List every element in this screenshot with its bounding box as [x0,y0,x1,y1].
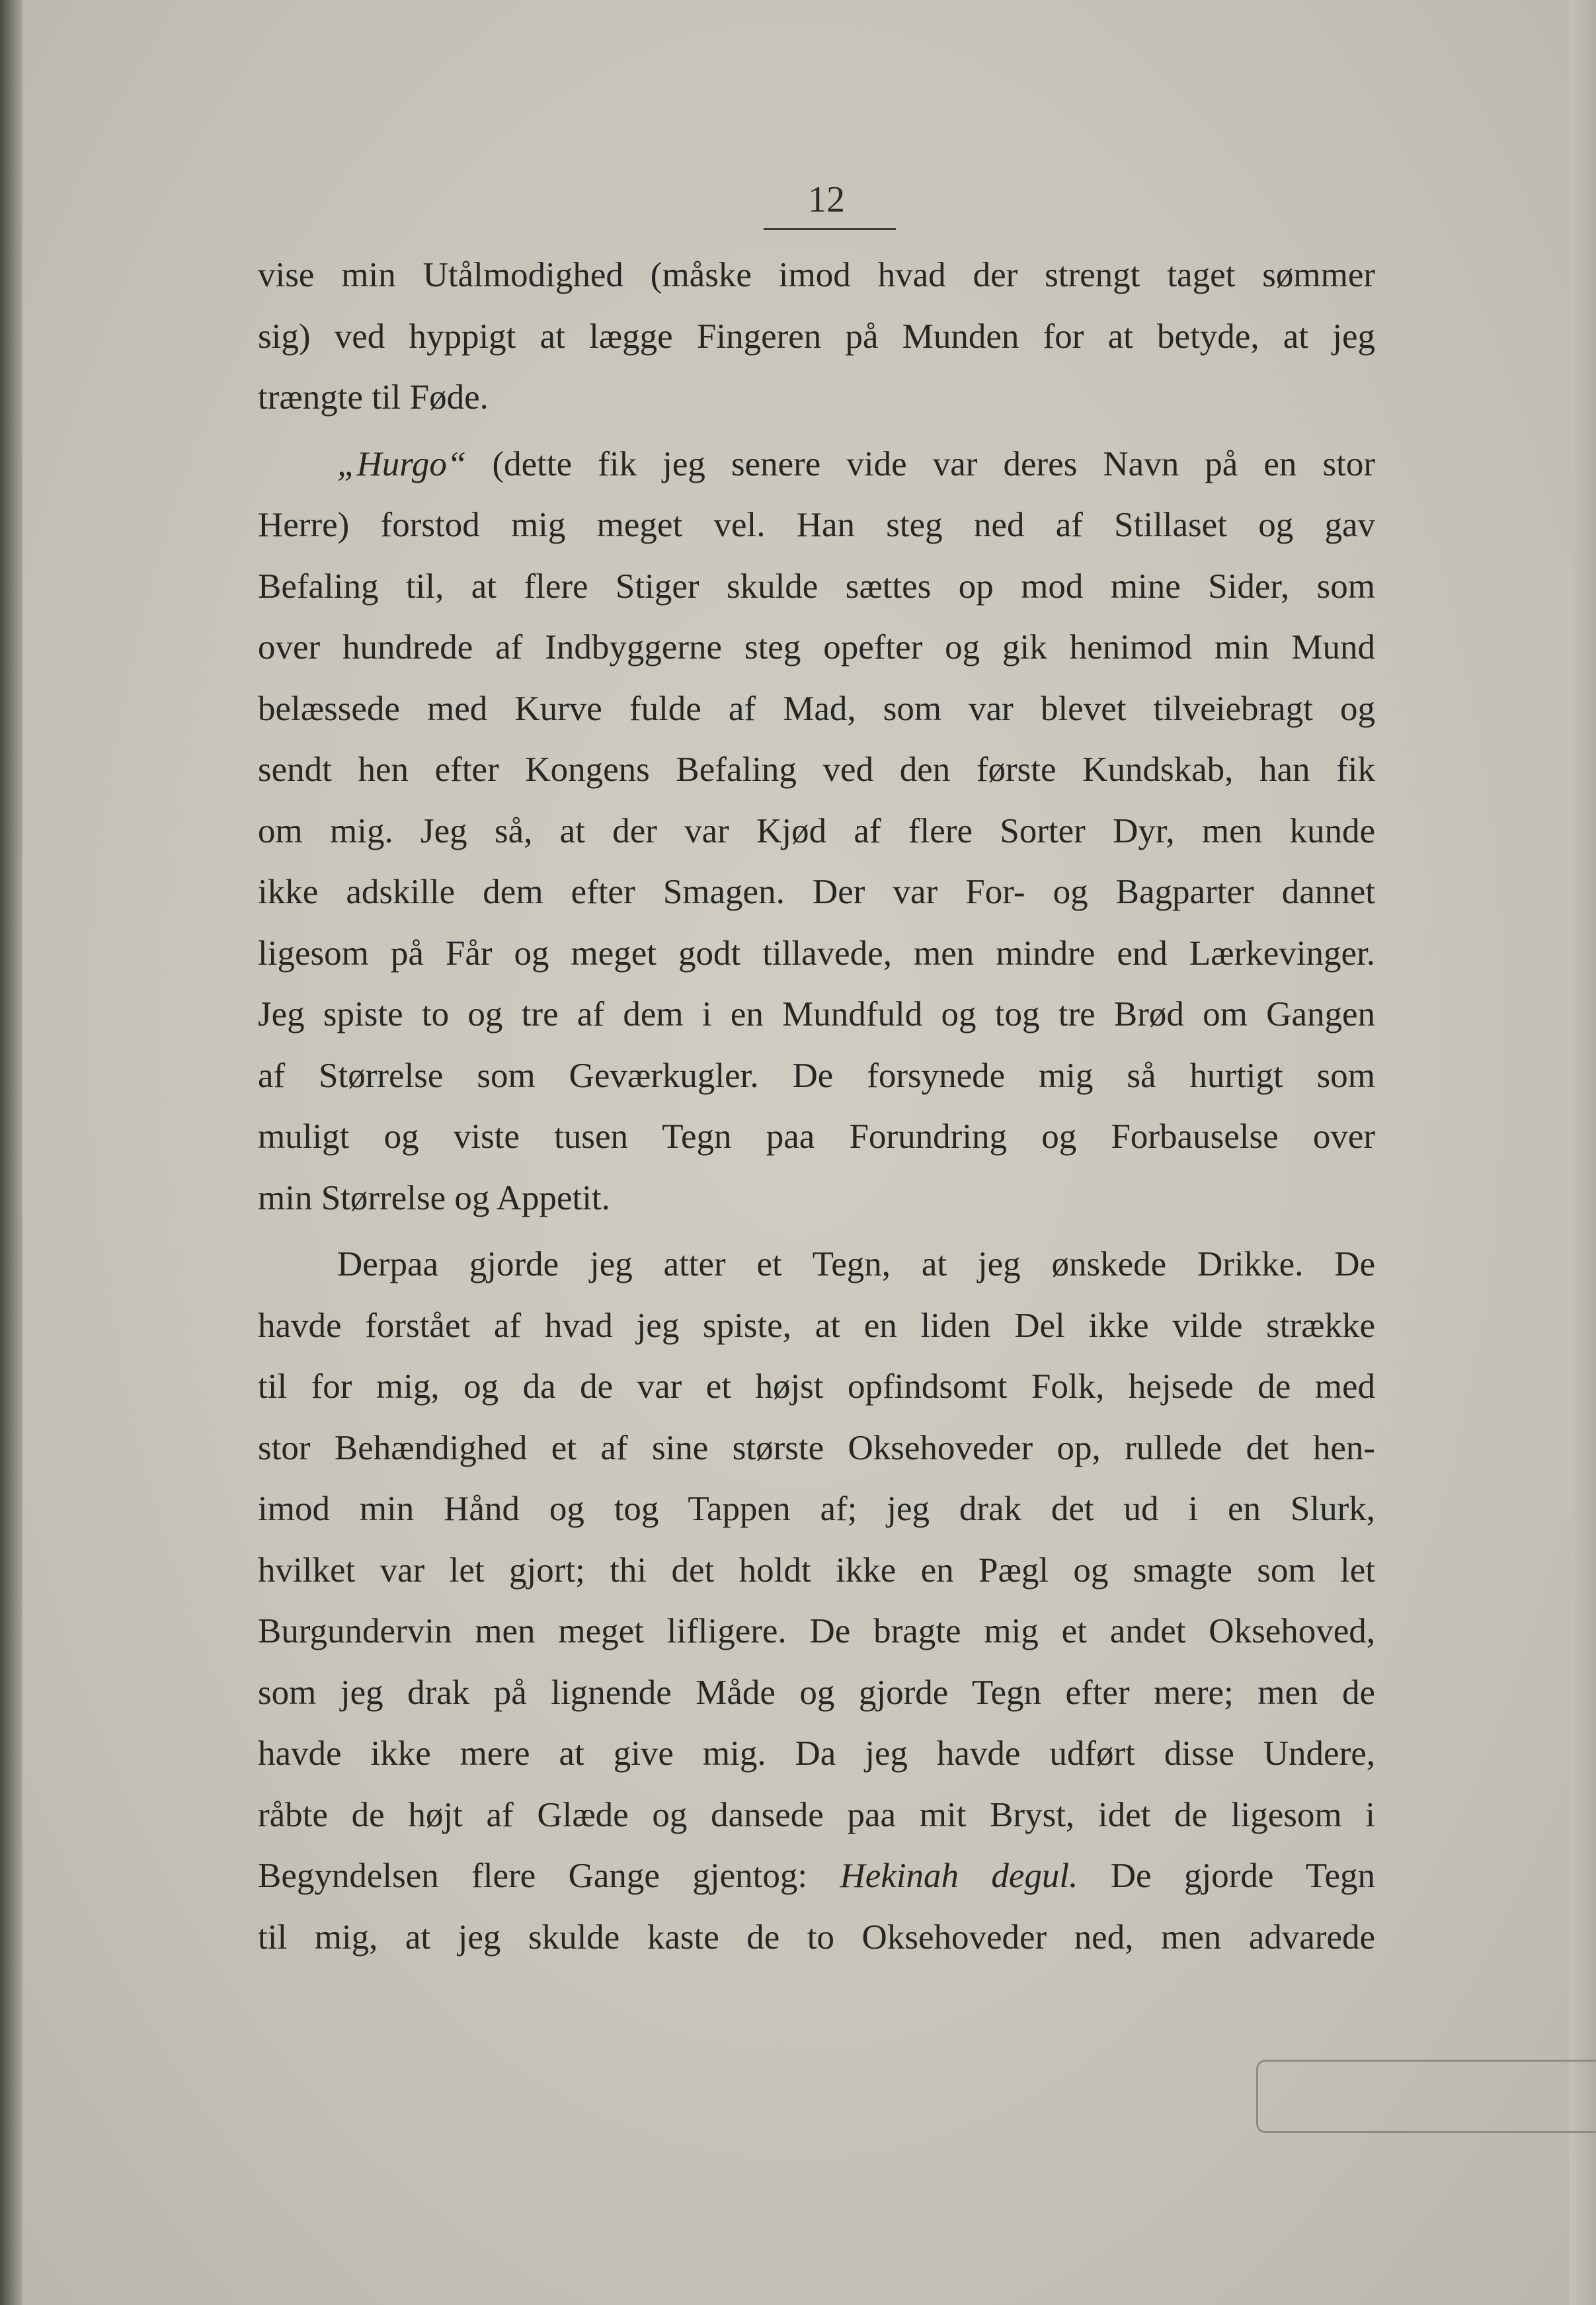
text-line: sig) ved hyppigt at lægge Fingeren på Munden for at betyde, at jeg [258,317,1375,356]
italic-word: Hekinah degul. [840,1857,1078,1895]
text-line: Befaling til, at flere Stiger skulde sættes op mod mine Sider, som [258,567,1375,606]
text-line: ligesom på Får og meget godt tillavede, men mindre end Lærkevinger. [258,934,1375,973]
text-line: muligt og viste tusen Tegn paa Forundring og Forbauselse over [258,1117,1375,1156]
body-text [258,245,1375,1968]
text-line: imod min Hånd og tog Tappen af; jeg drak det ud i en Slurk, [258,1490,1375,1528]
text-line: sendt hen efter Kongens Befaling ved den første Kundskab, han fik [258,750,1375,789]
text-line: stor Behændighed et af sine største Oksehoveder op, rullede det hen- [258,1428,1375,1467]
page-number: 12 [808,179,845,220]
text-line: Jeg spiste to og tre af dem i en Mundfuld og tog tre Brød om Gangen [258,995,1375,1033]
text-line: til for mig, og da de var et højst opfindsomt Folk, hejsede de med [258,1367,1375,1406]
text-line: over hundrede af Indbyggerne steg opefter og gik henimod min Mund [258,628,1375,667]
text-line: min Størrelse og Appetit. [258,1178,610,1217]
text-line: havde forstået af hvad jeg spiste, at en liden Del ikke vilde strække [258,1306,1375,1345]
text-line: til mig, at jeg skulde kaste de to Oksehoveder ned, men advarede [258,1918,1375,1957]
text-line: havde ikke mere at give mig. Da jeg havde udført disse Undere, [258,1734,1375,1773]
text-line: „Hurgo“ (dette fik jeg senere vide var deres Navn på en stor [337,444,1375,483]
text-line: Derpaa gjorde jeg atter et Tegn, at jeg ønskede Drikke. De [337,1245,1375,1283]
italic-word: „Hurgo“ [337,444,467,483]
text-line: om mig. Jeg så, at der var Kjød af flere Sorter Dyr, men kunde [258,811,1375,850]
text-line: råbte de højt af Glæde og dansede paa mit Bryst, idet de ligesom i [258,1795,1375,1834]
text-line: vise min Utålmodighed (måske imod hvad der strengt taget sømmer [258,256,1375,294]
text-line: Burgundervin men meget lifligere. De bragte mig et andet Oksehoved, [258,1612,1375,1650]
text-line: ikke adskille dem efter Smagen. Der var For- og Bagparter dannet [258,873,1375,911]
text-line: som jeg drak på lignende Måde og gjorde Tegn efter mere; men de [258,1673,1375,1712]
text-line: Begyndelsen flere Gange gjentog: Hekinah degul. De gjorde Tegn [258,1857,1376,1895]
corner-frame-mark [1256,2060,1596,2133]
text-line: trængte til Føde. [258,378,489,417]
text-line: af Størrelse som Geværkugler. De forsynede mig så hurtigt som [258,1056,1375,1095]
page-number-rule [764,228,896,230]
text-line: hvilket var let gjort; thi det holdt ikke en Pægl og smagte som let [258,1551,1375,1590]
text-line: belæssede med Kurve fulde af Mad, som var blevet tilveiebragt og [258,689,1375,728]
page-right-edge [1570,0,1596,2305]
text-line: Herre) forstod mig meget vel. Han steg ned af Stillaset og gav [258,506,1375,544]
page-binding-edge [0,0,22,2305]
